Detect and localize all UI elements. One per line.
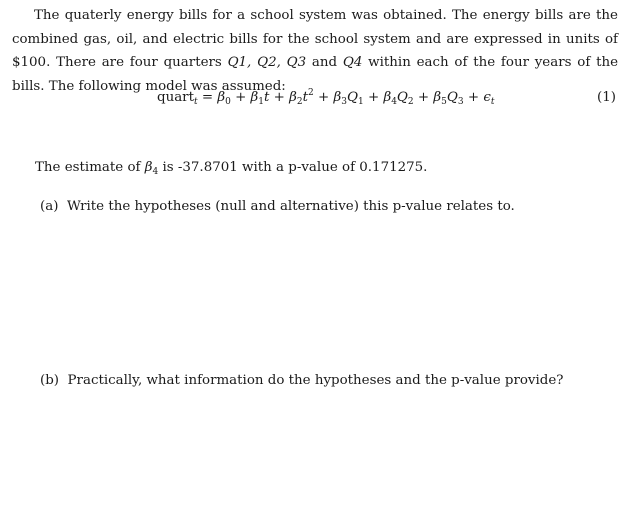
quarters-and: and <box>306 55 343 70</box>
part-a <box>40 199 515 214</box>
part-a-text: Write the hypotheses (null and alternative) this p-value relates to. <box>66 199 515 214</box>
part-b-text: Practically, what information do the hypotheses and the p-value provide? <box>67 373 564 388</box>
model-equation-row <box>12 90 616 112</box>
estimate-sentence <box>35 160 427 175</box>
part-a-label: (a) <box>40 199 59 214</box>
quarters-list: Q1, Q2, Q3 <box>227 55 307 70</box>
beta4-symbol: β <box>144 160 153 175</box>
equation-number: (1) <box>597 90 616 105</box>
problem-intro <box>12 4 618 98</box>
beta4-subscript: 4 <box>152 167 159 177</box>
estimate-prefix: The estimate of <box>35 160 145 175</box>
part-b <box>40 373 563 388</box>
model-equation: quart$_t$ = $\beta_0 + \beta_1t + \beta_2t^2 + \beta_3Q_1 + \beta_4Q_2 + \beta_5Q_3 + \epsilon_t$ <box>157 88 495 107</box>
quarter-last: Q4 <box>342 55 363 70</box>
intro-text-part1: The quaterly energy bills for a school system was obtained. The energy bills are the combined gas, oil, and electric bills for the school system and are expressed in units of $100. There are four quarters <box>12 8 618 70</box>
intro-text-part2: within each of the four years of the bills. The following model was assumed: <box>12 55 618 94</box>
part-b-label: (b) <box>40 373 60 388</box>
estimate-suffix: is -37.8701 with a p-value of 0.171275. <box>158 160 428 175</box>
